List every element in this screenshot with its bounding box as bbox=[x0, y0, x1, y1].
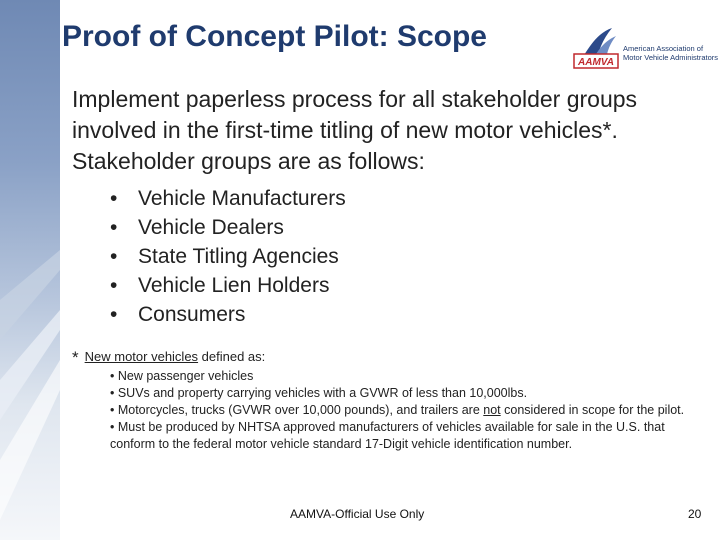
footnote-asterisk: * bbox=[72, 348, 79, 367]
definition-criteria bbox=[110, 368, 710, 453]
logo-org-line2: Motor Vehicle Administrators bbox=[623, 53, 719, 62]
footer-classification: AAMVA-Official Use Only bbox=[290, 507, 425, 521]
criteria-item: • Must be produced by NHTSA approved manufacturers of vehicles available for sale in the U.S. that conform to the federal motor vehicle standard 17-Digit vehicle identification number. bbox=[110, 420, 665, 451]
stakeholder-item: • Consumers bbox=[110, 300, 346, 329]
intro-paragraph: Implement paperless process for all stakeholder groups involved in the first-time titling of new motor vehicles*. Stakeholder groups are as follows: bbox=[72, 86, 638, 174]
stakeholder-item: • State Titling Agencies bbox=[110, 242, 346, 271]
criteria-text: considered in scope for the pilot. bbox=[500, 403, 685, 417]
decorative-sidebar bbox=[0, 0, 60, 540]
criteria-emphasis-not: not bbox=[483, 403, 501, 417]
criteria-item: • New passenger vehicles bbox=[110, 369, 254, 383]
logo-org-name bbox=[623, 44, 718, 62]
sidebar-highway-image bbox=[0, 0, 60, 540]
criteria-item: • SUVs and property carrying vehicles with a GVWR of less than 10,000lbs. bbox=[110, 386, 528, 400]
aamva-logo-mark bbox=[572, 24, 622, 72]
logo-mark-text: AAMVA bbox=[578, 57, 614, 68]
logo-org-line1: American Association of bbox=[623, 44, 704, 53]
stakeholder-list bbox=[110, 184, 346, 329]
footnote-underlined-term: New motor vehicles bbox=[84, 349, 199, 364]
stakeholder-item: • Vehicle Manufacturers bbox=[110, 184, 346, 213]
stakeholder-item: • Vehicle Dealers bbox=[110, 213, 346, 242]
criteria-item bbox=[110, 402, 710, 419]
footnote-rest: defined as: bbox=[198, 349, 266, 364]
aamva-logo bbox=[572, 24, 717, 76]
stakeholder-item: • Vehicle Lien Holders bbox=[110, 271, 346, 300]
page-title: Proof of Concept Pilot: Scope bbox=[62, 20, 487, 53]
footnote-definition bbox=[72, 348, 265, 368]
page-number: 20 bbox=[688, 507, 702, 521]
criteria-text: • Motorcycles, trucks (GVWR over 10,000 pounds), and trailers are bbox=[110, 403, 484, 417]
